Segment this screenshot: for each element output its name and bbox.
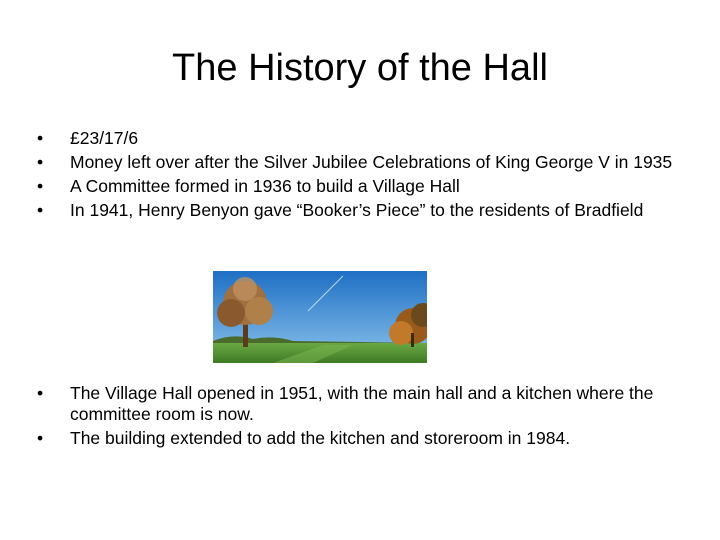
bullet-list-top: [37, 128, 687, 224]
list-item: [37, 176, 687, 197]
list-item: [37, 152, 687, 173]
list-item: [37, 383, 687, 425]
bullet-marker: •: [37, 152, 44, 172]
bullet-text: The building extended to add the kitchen and storeroom in 1984.: [70, 428, 571, 448]
bullet-list-bottom: [37, 383, 687, 452]
bullet-text: A Committee formed in 1936 to build a Village Hall: [70, 176, 460, 196]
bullet-marker: •: [37, 428, 44, 448]
bullet-marker: •: [37, 128, 44, 148]
list-item: [37, 428, 687, 449]
bullet-marker: •: [37, 383, 44, 403]
bullet-text: £23/17/6: [70, 128, 139, 148]
bullet-text: In 1941, Henry Benyon gave “Booker’s Piece” to the residents of Bradfield: [70, 200, 644, 220]
bullet-text: The Village Hall opened in 1951, with the main hall and a kitchen where the committee room is now.: [70, 383, 654, 424]
list-item: [37, 128, 687, 149]
bullet-marker: •: [37, 176, 44, 196]
field-photo: [213, 271, 427, 363]
bullet-marker: •: [37, 200, 44, 220]
bullet-text: Money left over after the Silver Jubilee Celebrations of King George V in 1935: [70, 152, 673, 172]
slide-title: The History of the Hall: [172, 47, 548, 89]
list-item: [37, 200, 687, 221]
